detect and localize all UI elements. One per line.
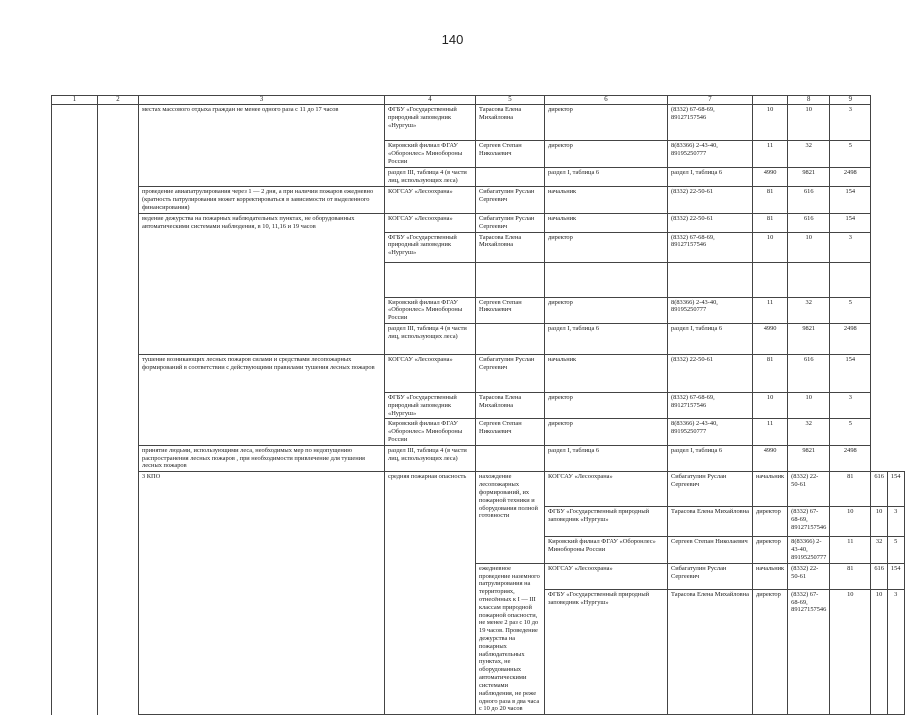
- table-cell: 616: [788, 186, 830, 213]
- table-cell: 3: [887, 507, 904, 537]
- table-cell: [830, 262, 871, 297]
- table-cell: 9821: [788, 168, 830, 187]
- table-row: [52, 186, 905, 213]
- table-cell: 32: [788, 419, 830, 445]
- table-cell: (8332) 22-50-61: [788, 563, 830, 589]
- table-cell: Тарасова Елена Михайловна: [476, 392, 545, 418]
- table-cell: ФГБУ «Государственный природный заповедник «Нургуш»: [385, 232, 476, 262]
- table-cell: Сергеев Степан Николаевич: [476, 141, 545, 168]
- table-cell: директор: [753, 507, 788, 537]
- table-cell: [476, 262, 545, 297]
- table-row: [52, 445, 905, 471]
- table-cell: Сергеев Степан Николаевич: [476, 419, 545, 445]
- table-cell: 154: [887, 563, 904, 589]
- table-cell: 11: [753, 297, 788, 323]
- table-cell: 616: [788, 213, 830, 232]
- table-cell: [668, 262, 753, 297]
- table-cell: КОГСАУ «Лесоохрана»: [545, 472, 668, 507]
- table-cell: [52, 105, 98, 715]
- table-cell: КОГСАУ «Лесоохрана»: [385, 186, 476, 213]
- table-cell: (8332) 22-50-61: [668, 354, 753, 392]
- table-cell: [385, 262, 476, 297]
- table-cell: Кировский филиал ФГАУ «Оборонлес» Минобороны России: [385, 419, 476, 445]
- table-cell: 10: [830, 507, 871, 537]
- table-cell: Тарасова Елена Михайловна: [668, 589, 753, 714]
- header-cell: 3: [139, 96, 385, 105]
- table-cell: 5: [830, 141, 871, 168]
- table-cell: Кировский филиал ФГАУ «Оборонлес» Минобороны России: [545, 537, 668, 563]
- table-cell: начальник: [753, 472, 788, 507]
- table-cell: 11: [753, 419, 788, 445]
- table-cell: 3: [830, 232, 871, 262]
- table-cell: Сергеев Степан Николаевич: [668, 537, 753, 563]
- table-cell: местах массового отдыха граждан не менее одного раза с 11 до 17 часов: [139, 105, 385, 187]
- table-cell: 10: [788, 105, 830, 141]
- table-cell: 8(83366) 2-43-40, 89195250777: [788, 537, 830, 563]
- table-cell: нахождение лесопожарных формирований, их пожарной техники и оборудования полной готовности: [476, 472, 545, 563]
- table-cell: тушение возникающих лесных пожаров силами и средствами лесопожарных формирований в соответствии с действующими правилами тушения лесных пожаров: [139, 354, 385, 445]
- table-cell: Сергеев Степан Николаевич: [476, 297, 545, 323]
- table-cell: 10: [871, 507, 888, 537]
- table-cell: 81: [753, 213, 788, 232]
- table-cell: 10: [788, 232, 830, 262]
- table-cell: раздел I, таблица 6: [668, 323, 753, 354]
- table-cell: [753, 262, 788, 297]
- header-cell: 1: [52, 96, 98, 105]
- table-cell: 5: [830, 419, 871, 445]
- table-cell: 616: [871, 563, 888, 589]
- table-cell: 5: [887, 537, 904, 563]
- table-cell: раздел III, таблица 4 (в части лиц, использующих леса): [385, 323, 476, 354]
- table-cell: раздел I, таблица 6: [668, 168, 753, 187]
- table-cell: директор: [545, 141, 668, 168]
- header-cell: 6: [545, 96, 668, 105]
- table-cell: 2498: [830, 445, 871, 471]
- table-header-row: [52, 96, 905, 105]
- table-cell: 154: [830, 354, 871, 392]
- table-cell: 32: [788, 141, 830, 168]
- table-cell: (8332) 67-68-69, 89127157546: [668, 105, 753, 141]
- table-cell: (8332) 67-68-69, 89127157546: [788, 507, 830, 537]
- table-row: [52, 105, 905, 141]
- table-cell: КОГСАУ «Лесоохрана»: [385, 354, 476, 392]
- table-cell: 10: [788, 392, 830, 418]
- table-cell: 10: [830, 589, 871, 714]
- table-row: [52, 354, 905, 392]
- table-cell: директор: [545, 232, 668, 262]
- table-cell: директор: [753, 537, 788, 563]
- table-cell: 2498: [830, 168, 871, 187]
- table-cell: [98, 105, 139, 715]
- table-cell: 9821: [788, 323, 830, 354]
- table-cell: 81: [830, 563, 871, 589]
- table-cell: 10: [753, 232, 788, 262]
- table-cell: принятие людьми, использующими леса, необходимых мер по недопущению распространения лесных пожаров , при необходимости привлечение для тушения лесных пожаров: [139, 445, 385, 471]
- table-row: [52, 213, 905, 232]
- table-cell: 3: [887, 589, 904, 714]
- table-cell: начальник: [545, 186, 668, 213]
- table-cell: 4990: [753, 445, 788, 471]
- table-cell: средняя пожарная опасность: [385, 472, 476, 715]
- table-cell: (8332) 22-50-61: [668, 186, 753, 213]
- table-cell: проведение авиапатрулирования через 1 — 2 дня, а при наличии пожаров ежедневно (кратность патрулирования может корректироваться в зависимости от выделенного финансирования): [139, 186, 385, 213]
- table-cell: 81: [753, 186, 788, 213]
- table-cell: Кировский филиал ФГАУ «Оборонлес» Минобороны России: [385, 297, 476, 323]
- table-cell: 81: [830, 472, 871, 507]
- header-cell: 8: [788, 96, 830, 105]
- table-cell: КОГСАУ «Лесоохрана»: [385, 213, 476, 232]
- table-cell: начальник: [545, 354, 668, 392]
- table-cell: (8332) 67-68-69, 89127157546: [668, 232, 753, 262]
- table-cell: [476, 168, 545, 187]
- table-cell: 3 КПО: [139, 472, 385, 715]
- table-cell: 616: [788, 354, 830, 392]
- table-cell: 5: [830, 297, 871, 323]
- table-cell: ФГБУ «Государственный природный заповедник «Нургуш»: [545, 507, 668, 537]
- table-cell: Сибагатулин Руслан Сергеевич: [476, 354, 545, 392]
- table-cell: 9821: [788, 445, 830, 471]
- table-cell: раздел I, таблица 6: [668, 445, 753, 471]
- table-cell: 8(83366) 2-43-40, 89195250777: [668, 141, 753, 168]
- table-cell: директор: [753, 589, 788, 714]
- table-cell: 10: [871, 589, 888, 714]
- table-cell: раздел I, таблица 6: [545, 323, 668, 354]
- table-cell: начальник: [753, 563, 788, 589]
- table-cell: 2498: [830, 323, 871, 354]
- table-cell: (8332) 22-50-61: [668, 213, 753, 232]
- table-cell: Тарасова Елена Михайловна: [476, 105, 545, 141]
- table-cell: [545, 262, 668, 297]
- table-cell: Кировский филиал ФГАУ «Оборонлес» Минобороны России: [385, 141, 476, 168]
- page-number: 140: [441, 32, 464, 47]
- table-cell: Сибагатулин Руслан Сергеевич: [476, 186, 545, 213]
- table-cell: директор: [545, 419, 668, 445]
- table-cell: ФГБУ «Государственный природный заповедник «Нургуш»: [545, 589, 668, 714]
- table-cell: 32: [788, 297, 830, 323]
- table-cell: раздел I, таблица 6: [545, 445, 668, 471]
- table-cell: ведение дежурства на пожарных наблюдательных пунктах, не оборудованных автоматическими системами наблюдения, в 10, 11,16 и 19 часов: [139, 213, 385, 354]
- table-cell: директор: [545, 105, 668, 141]
- table-cell: 3: [830, 105, 871, 141]
- table-cell: Тарасова Елена Михайловна: [668, 507, 753, 537]
- table-cell: Тарасова Елена Михайловна: [476, 232, 545, 262]
- table-cell: [788, 262, 830, 297]
- table-cell: 32: [871, 537, 888, 563]
- header-cell: 2: [98, 96, 139, 105]
- table-cell: раздел I, таблица 6: [545, 168, 668, 187]
- table-cell: директор: [545, 392, 668, 418]
- table-row: [52, 472, 905, 507]
- table-cell: 4990: [753, 168, 788, 187]
- table-cell: [476, 323, 545, 354]
- table-cell: 3: [830, 392, 871, 418]
- table-cell: 154: [887, 472, 904, 507]
- header-cell: 4: [385, 96, 476, 105]
- table-cell: ФГБУ «Государственный природный заповедник «Нургуш»: [385, 392, 476, 418]
- table-cell: 154: [830, 186, 871, 213]
- table-cell: ФГБУ «Государственный природный заповедник «Нургуш»: [385, 105, 476, 141]
- table-cell: ежедневное проведение наземного патрулирования на территориях, отнесённых к I — III классам природной пожарной опасности, не менее 2 раз с 10 до 19 часов. Проведение дежурства на пожарных наблюдательных пунктах, не оборудованных автоматическими системами наблюдения, не реже одного раза в два часа с 10 до 20 часов: [476, 563, 545, 714]
- table-cell: (8332) 67-68-69, 89127157546: [788, 589, 830, 714]
- table-cell: начальник: [545, 213, 668, 232]
- fire-measures-table: [51, 95, 905, 715]
- table-cell: КОГСАУ «Лесоохрана»: [545, 563, 668, 589]
- table-cell: 11: [830, 537, 871, 563]
- table-cell: Сибагатулин Руслан Сергеевич: [668, 472, 753, 507]
- table-cell: 81: [753, 354, 788, 392]
- table-cell: (8332) 22-50-61: [788, 472, 830, 507]
- table-cell: 11: [753, 141, 788, 168]
- table-cell: Сибагатулин Руслан Сергеевич: [668, 563, 753, 589]
- table-cell: 10: [753, 105, 788, 141]
- table-cell: раздел III, таблица 4 (в части лиц, использующих леса): [385, 445, 476, 471]
- table-cell: 4990: [753, 323, 788, 354]
- table-cell: 8(83366) 2-43-40, 89195250777: [668, 419, 753, 445]
- table-cell: (8332) 67-68-69, 89127157546: [668, 392, 753, 418]
- header-cell: 9: [830, 96, 871, 105]
- table-cell: 10: [753, 392, 788, 418]
- table-cell: [476, 445, 545, 471]
- table-cell: 616: [871, 472, 888, 507]
- table-cell: директор: [545, 297, 668, 323]
- table-cell: 8(83366) 2-43-40, 89195250777: [668, 297, 753, 323]
- header-cell: 5: [476, 96, 545, 105]
- header-cell: 7: [668, 96, 753, 105]
- table-cell: 154: [830, 213, 871, 232]
- table-cell: раздел III, таблица 4 (в части лиц, использующих леса): [385, 168, 476, 187]
- table-cell: Сибагатулин Руслан Сергеевич: [476, 213, 545, 232]
- header-cell: [753, 96, 788, 105]
